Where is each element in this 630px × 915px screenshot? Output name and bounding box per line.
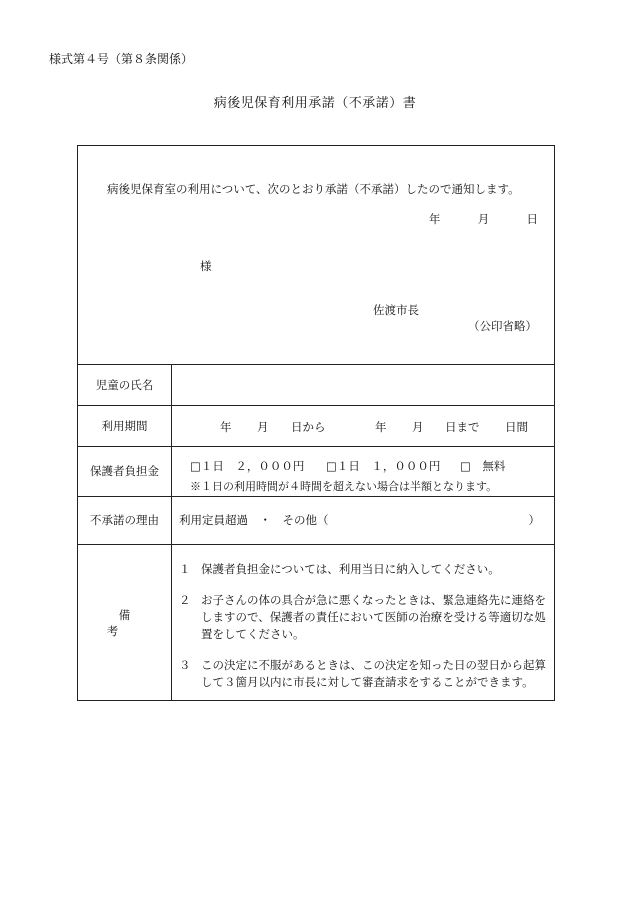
period-to-day: 日まで [445, 419, 480, 434]
fee-option-1000[interactable]: □１日 １，０００円 [326, 458, 441, 473]
remark-text: 保護者負担金については、利用当日に納入してください。 [201, 561, 500, 576]
seal-note: （公印省略） [468, 319, 537, 333]
period-from-day: 日から [291, 419, 326, 434]
issuer-name: 佐渡市長 [373, 303, 419, 317]
document-title: 病後児保育利用承諾（不承諾）書 [213, 96, 417, 111]
addressee-suffix: 様 [200, 259, 212, 273]
remarks-label-text: 備考 [106, 607, 155, 638]
remark-text: お子さんの体の具合が急に悪くなったときは、緊急連絡先に連絡をしますので、保護者の責任において医師の治療を受ける等適切な処置をしてください。 [201, 592, 546, 641]
remark-item [179, 592, 547, 643]
period-days: 日間 [505, 419, 528, 434]
date-year: 年 [428, 212, 441, 226]
reason-label: 不承諾の理由 [78, 496, 172, 544]
remark-item [179, 657, 547, 691]
fee-option-2000[interactable]: □１日 ２，０００円 [190, 458, 305, 473]
form-number: 様式第４号（第８条関係） [49, 52, 194, 66]
remark-number: ２ [179, 592, 191, 607]
fee-field [172, 446, 555, 496]
reason-text: 利用定員超過 ・ その他（ [179, 513, 329, 527]
fee-label: 保護者負担金 [78, 446, 172, 496]
fee-note: ※１日の利用時間が４時間を超えない場合は半額となります。 [190, 479, 498, 493]
remarks-label [78, 544, 172, 701]
details-table [78, 365, 554, 701]
notice-section [78, 146, 554, 365]
remark-text: この決定に不服があるときは、この決定を知った日の翌日から起算して３箇月以内に市長に対して審査請求をすることができます。 [201, 657, 546, 689]
remark-item [179, 561, 547, 578]
period-from-month: 月 [257, 419, 269, 434]
reason-field[interactable] [172, 496, 555, 544]
remarks-field [172, 544, 555, 701]
period-to-year: 年 [375, 419, 387, 434]
period-label: 利用期間 [78, 405, 172, 446]
child-name-field[interactable] [172, 365, 555, 405]
child-name-label: 児童の氏名 [78, 365, 172, 405]
notice-text: 病後児保育室の利用について、次のとおり承諾（不承諾）したので通知します。 [107, 182, 520, 196]
period-to-month: 月 [412, 419, 424, 434]
period-field[interactable] [172, 405, 555, 446]
period-from-year: 年 [220, 419, 232, 434]
remark-number: ３ [179, 657, 191, 672]
date-day: 日 [526, 212, 538, 226]
remark-number: １ [179, 561, 191, 576]
fee-option-free[interactable]: □ 無料 [460, 458, 506, 473]
issue-date [429, 211, 538, 227]
form-frame [77, 145, 555, 701]
date-month: 月 [477, 212, 490, 226]
reason-close-paren: ） [528, 513, 540, 527]
